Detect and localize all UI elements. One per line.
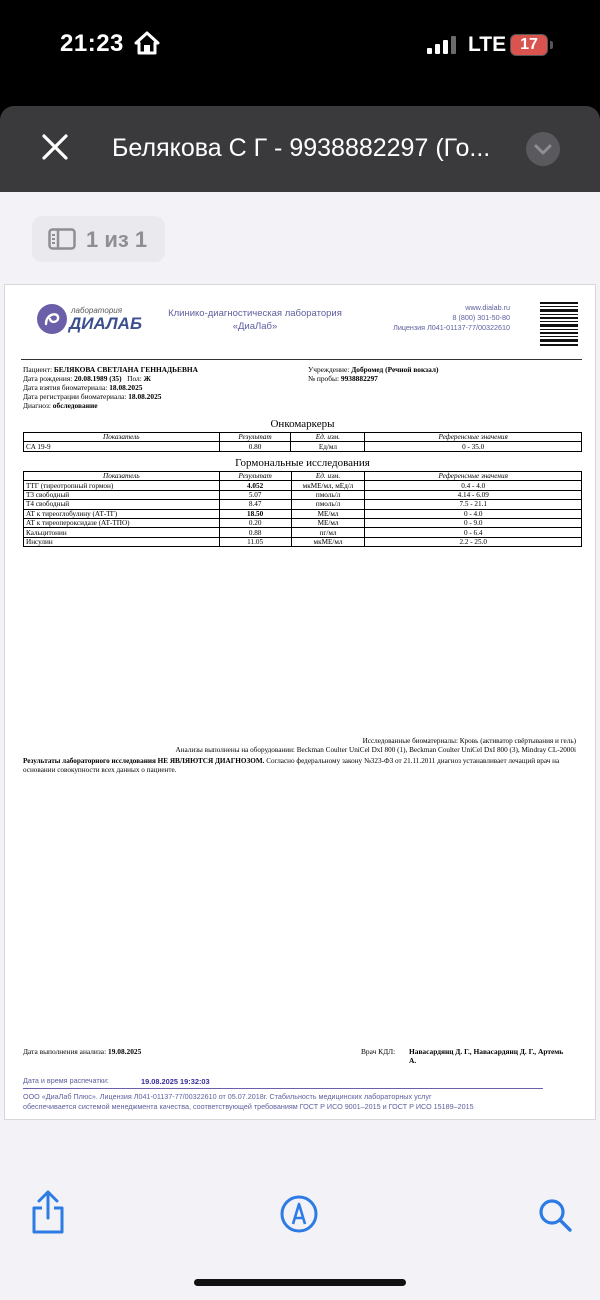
cell-result: 0.20 [219,518,291,527]
cell-unit: пмоль/л [291,490,365,499]
cell-unit: МЕ/мл [291,509,365,518]
viewer-header [0,106,600,192]
cell-indicator: ТТГ (тиреотропный гормон) [24,481,220,490]
reg-date-label: Дата регистрации биоматериала: [23,392,127,401]
print-date-value: 19.08.2025 19:32:03 [141,1077,210,1086]
lab-contacts [345,303,510,333]
cell-ref: 0 - 35.0 [365,442,582,451]
col-header-ref: Референсные значения [365,472,582,481]
doctor-value [409,1047,563,1065]
cell-ref: 0 - 6.4 [365,528,582,537]
table-row [24,518,582,527]
sample-date: 18.08.2025 [109,383,143,392]
cell-result: 5.07 [219,490,291,499]
institution-info [308,365,438,383]
status-bar [0,0,600,100]
cell-result: 4.052 [219,481,291,490]
cell-result: 8.47 [219,500,291,509]
col-header-ref: Референсные значения [365,433,582,442]
page-counter-label: 1 из 1 [86,227,148,252]
patient-info [23,365,198,410]
cell-unit: МЕ/мл [291,518,365,527]
table-row [24,442,582,451]
doctor-info [361,1047,564,1065]
lab-license: Лицензия Л041-01137-77/00322610 [393,323,510,332]
sample-number: 9938882297 [340,374,378,383]
disclaimer-text: Согласно федеральному закону №323-ФЗ от 21.11.2011 диагноз устанавливает лечащий врач на основании совокупности всех данных о пациенте. [23,757,560,774]
doctor-value-line1: Навасардянц Д. Г., Навасардянц Д. Г., Артемь [409,1047,564,1056]
cell-ref: 4.14 - 6.09 [365,490,582,499]
cell-indicator: CA 19-9 [24,442,220,451]
patient-label: Пациент: [23,365,53,374]
table-row [24,490,582,499]
cell-unit: мкМЕ/мл, мЕд/л [291,481,365,490]
analysis-date-value: 19.08.2025 [108,1047,142,1056]
status-time: 21:23 [60,30,124,57]
lab-logo [37,304,67,334]
disclaimer-bold: Результаты лабораторного исследования НЕ ЯВЛЯЮТСЯ ДИАГНОЗОМ. [23,757,265,765]
reg-date: 18.08.2025 [128,392,162,401]
footer-divider [23,1088,543,1089]
section-title-hormones: Гормональные исследования [235,457,370,469]
cell-unit: Ед/мл [291,442,365,451]
table-row [24,528,582,537]
cell-indicator: АТ к тиреоглобулину (АТ-ТГ) [24,509,220,518]
lab-phone: 8 (800) 301-50-80 [452,313,510,322]
cell-ref: 0.4 - 4.0 [365,481,582,490]
col-header-unit: Ед. изм. [291,433,365,442]
home-indicator[interactable] [194,1279,406,1286]
cell-result: 11.05 [219,537,291,546]
lab-website: www.dialab.ru [465,303,510,312]
cell-unit: пг/мл [291,528,365,537]
table-row [24,500,582,509]
cell-ref: 7.5 - 21.1 [365,500,582,509]
cell-unit: пмоль/л [291,500,365,509]
share-icon[interactable] [28,1188,68,1236]
lab-name-line1: Клинико-диагностическая лаборатория [168,308,342,319]
table-row [24,481,582,490]
cell-ref: 2.2 - 25.0 [365,537,582,546]
document-title: Белякова С Г - 9938882297 (Го... [112,134,491,162]
battery-cap [550,41,553,49]
sidebar-icon [48,228,76,250]
document-page [4,284,596,1120]
lab-name [155,307,355,333]
cell-unit: мкМЕ/мл [291,537,365,546]
chevron-down-icon [526,132,560,166]
sample-number-label: № пробы: [308,374,340,383]
cell-ref: 0 - 4.0 [365,509,582,518]
analysis-date-label: Дата выполнения анализа: [23,1047,107,1056]
doctor-value-line2: А. [409,1056,417,1065]
battery-indicator: 17 [510,34,548,56]
logo-name: ДИАЛАБ [69,314,142,333]
print-date-label: Дата и время распечатки: [23,1076,109,1085]
barcode [540,302,578,348]
section-title-oncomarkers: Онкомаркеры [270,418,335,430]
institution-label: Учреждение: [308,365,350,374]
patient-name: БЕЛЯКОВА СВЕТЛАНА ГЕННАДЬЕВНА [53,365,198,374]
lab-name-line2: «ДиаЛаб» [232,321,278,332]
equipment-note: Анализы выполнены на оборудовании: Beckman Coulter UniCel DxI 800 (1), Beckman Coulter UniCel DxI 800 (3), Mindray CL-2000i [175,746,576,754]
close-icon[interactable] [38,130,72,164]
hormones-table [23,471,582,547]
sex-value: Ж [143,374,151,383]
table-header-row [24,433,582,442]
home-icon [134,31,160,55]
disclaimer [23,757,583,775]
title-menu-button[interactable] [526,132,560,166]
col-header-result: Результат [219,433,291,442]
footer-line2: обеспечивается системой менеджмента качества, соответствующей требованиям ГОСТ Р ИСО 9001–2015 и ГОСТ Р ИСО 15189–2015 [23,1102,474,1111]
markup-icon[interactable] [279,1194,319,1234]
cell-result: 0.88 [219,528,291,537]
diagnosis-label: Диагноз: [23,401,51,410]
table-row [24,537,582,546]
col-header-indicator: Показатель [24,433,220,442]
sample-date-label: Дата взятия биоматериала: [23,383,108,392]
search-icon[interactable] [536,1196,574,1234]
network-type: LTE [468,33,507,56]
signal-icon [427,36,459,54]
logo-subtitle: лаборатория [71,306,123,315]
doctor-label: Врач КДЛ: [361,1047,396,1056]
cell-result: 18.50 [219,509,291,518]
col-header-result: Результат [219,472,291,481]
cell-indicator: Инсулин [24,537,220,546]
cell-indicator: Т3 свободный [24,490,220,499]
col-header-indicator: Показатель [24,472,220,481]
footer-line1: ООО «ДиаЛаб Плюс». Лицензия Л041-01137-77/00322610 от 05.07.2018г. Стабильность медицинских лабораторных услуг [23,1092,432,1101]
sex-label: Пол: [127,374,142,383]
col-header-unit: Ед. изм. [291,472,365,481]
table-row [24,509,582,518]
birth-date: 20.08.1989 (35) [74,374,122,383]
cell-indicator: Кальцитонин [24,528,220,537]
cell-indicator: Т4 свободный [24,500,220,509]
page-counter-button[interactable] [32,216,165,262]
institution-value: Добромед (Речной вокзал) [351,365,439,374]
biomaterial-note: Исследованные биоматериалы: Кровь (активатор свёртывания и гель) [362,737,576,745]
oncomarkers-table [23,432,582,452]
cell-indicator: АТ к тиреопероксидазе (АТ-ТПО) [24,518,220,527]
header-divider [21,359,582,360]
footer-note [23,1092,583,1112]
analysis-date [23,1047,141,1056]
cell-result: 0.80 [219,442,291,451]
birth-label: Дата рождения: [23,374,73,383]
cell-ref: 0 - 9.0 [365,518,582,527]
table-header-row [24,472,582,481]
diagnosis-value: обследование [52,401,98,410]
